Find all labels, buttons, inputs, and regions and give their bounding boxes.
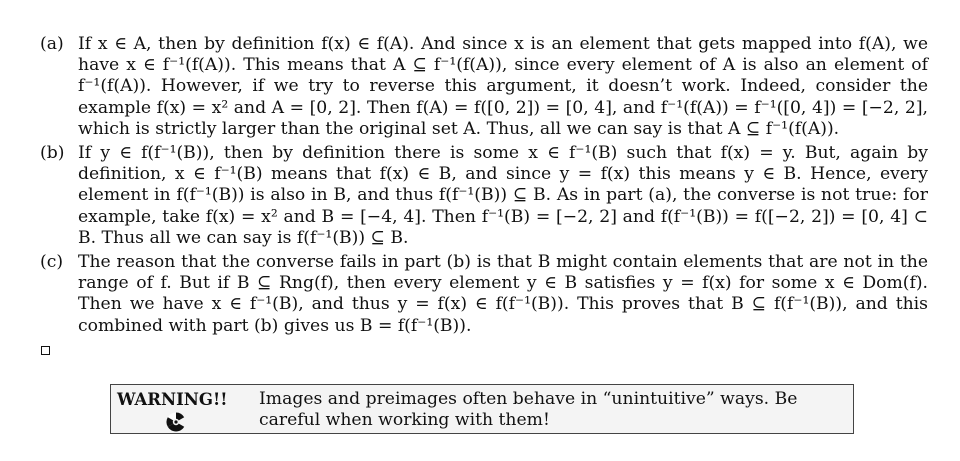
- proof-list: [40, 34, 928, 340]
- part-text: If y ∈ f(f⁻¹(B)), then by definition there is some x ∈ f⁻¹(B) such that f(x) = y. But, again by definition, x ∈ f⁻¹(B) means that f(x) ∈ B, and since y = f(x) this means y ∈ B. Hence, every element in f(f⁻¹(B)) is also in B, and thus f(f⁻¹(B)) ⊆ B. As in part (a), the converse is not true: for example, take f(x) = x² and B = [−4, 4]. Then f⁻¹(B) = [−2, 2] and f(f⁻¹(B)) = f([−2, 2]) = [0, 4] ⊂ B. Thus all we can say is f(f⁻¹(B)) ⊆ B.: [78, 143, 928, 248]
- warning-text: Images and preimages often behave in “unintuitive” ways. Be careful when working with them!: [259, 389, 798, 430]
- qed-box-icon: [41, 346, 50, 355]
- part-text: The reason that the converse fails in part (b) is that B might contain elements that are not in the range of f. But if B ⊆ Rng(f), then every element y ∈ B satisfies y = f(x) for some x ∈ Dom(f). Then we have x ∈ f⁻¹(B), and thus y = f(x) ∈ f(f⁻¹(B)). This proves that B ⊆ f(f⁻¹(B)), and this combined with part (b) gives us B = f(f⁻¹(B)).: [78, 252, 928, 336]
- proof-part-b: [40, 143, 928, 249]
- part-label: (c): [40, 252, 64, 273]
- warning-title: WARNING!!: [117, 390, 228, 409]
- part-text: If x ∈ A, then by definition f(x) ∈ f(A). And since x is an element that gets mapped into f(A), we have x ∈ f⁻¹(f(A)). This means that A ⊆ f⁻¹(f(A)), since every element of A is also an element of f⁻¹(f(A)). However, if we try to reverse this argument, it doesn’t work. Indeed, consider the example f(x) = x² and A = [0, 2]. Then f(A) = f([0, 2]) = [0, 4], and f⁻¹(f(A)) = f⁻¹([0, 4]) = [−2, 2], which is strictly larger than the original set A. Thus, all we can say is that A ⊆ f⁻¹(f(A)).: [78, 34, 928, 139]
- warning-box: [110, 384, 854, 434]
- proof-part-c: [40, 252, 928, 337]
- proof-part-a: [40, 34, 928, 140]
- radiation-icon: [165, 411, 187, 433]
- part-label: (b): [40, 143, 65, 164]
- part-label: (a): [40, 34, 64, 54]
